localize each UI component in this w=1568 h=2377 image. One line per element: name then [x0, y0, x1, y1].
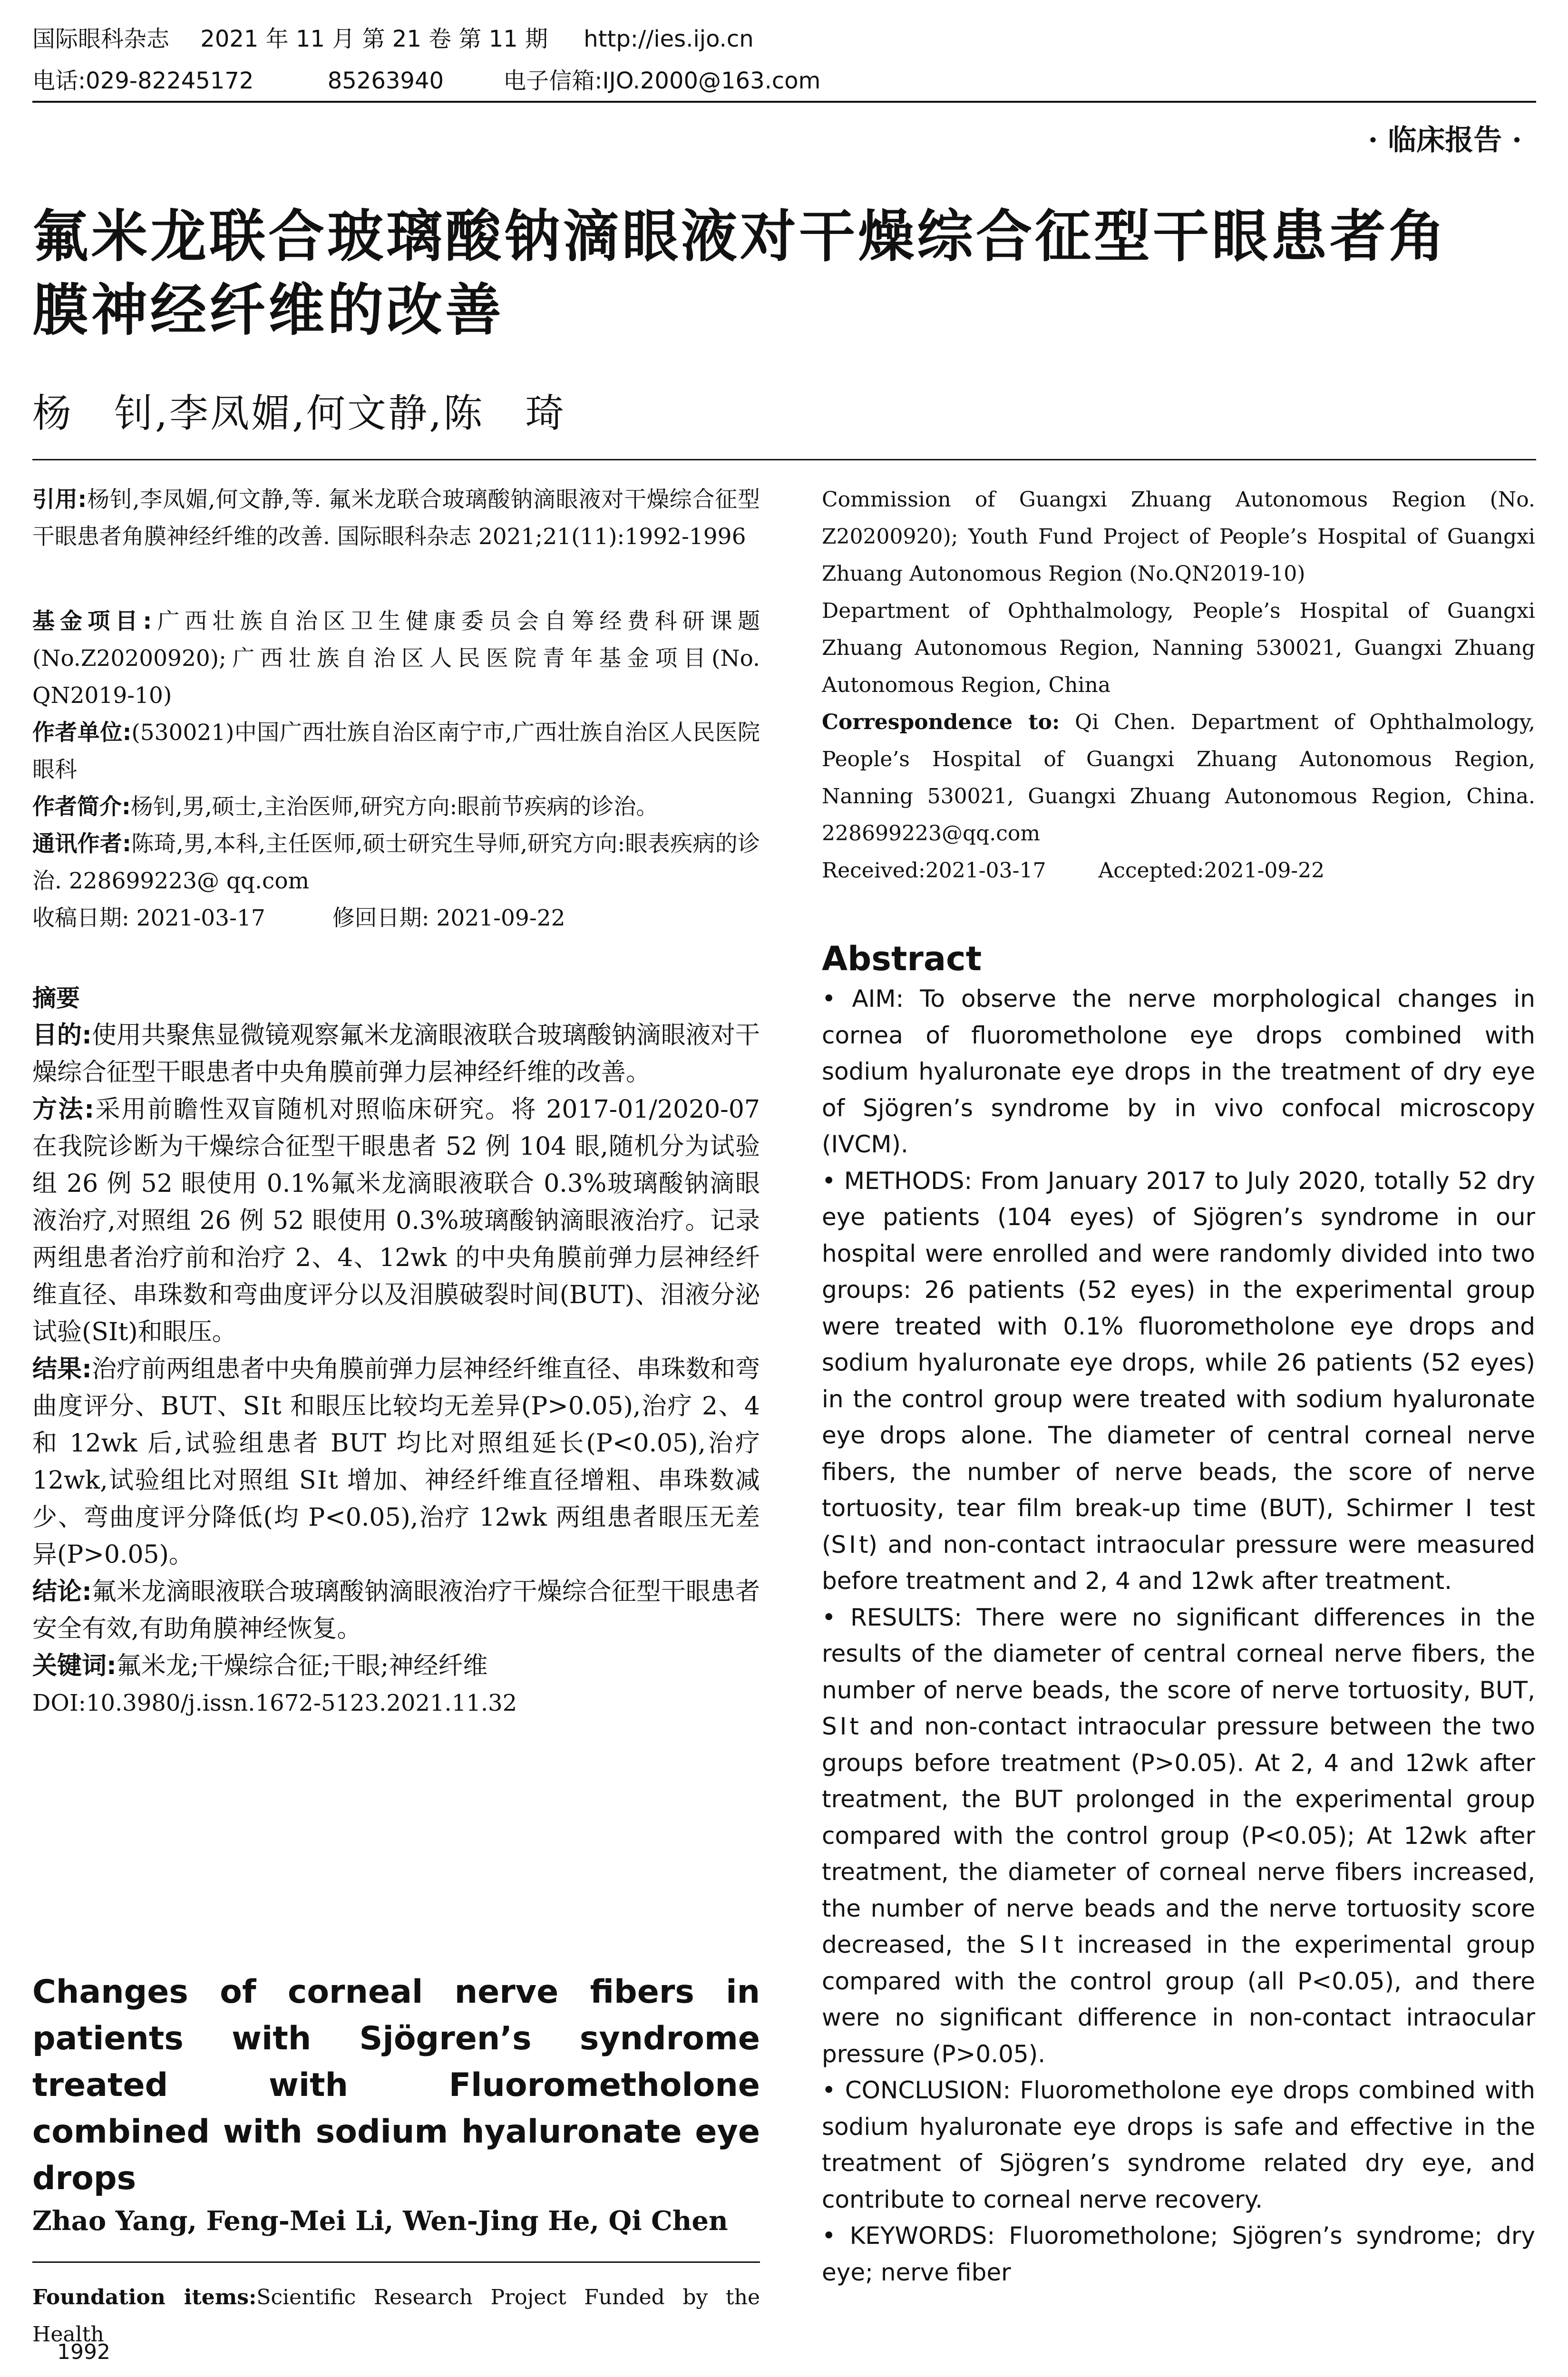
page-number: 1992 — [57, 2340, 110, 2364]
paper-title — [32, 200, 1536, 347]
unit-text: (530021)中国广西壮族自治区南宁市,广西壮族自治区人民医院眼科 — [32, 720, 760, 783]
methods-en: • METHODS: From January 2017 to July 2020, totally 52 dry eye patients (104 eyes) of Sjögren’s syndrome in our hospital were enrolled and were randomly divided into two groups: 26 patients (52 eyes) in the experimental group were treated with 0.1% fluorometholone eye drops and sodium hyaluronate eye drops, while 26 patients (52 eyes) in the control group were treated with sodium hyaluronate eye drops alone. The diameter of central corneal nerve fibers, the number of nerve beads, the score of nerve tortuosity, tear film break-up time (BUT), Schirmer Ⅰ test (SⅠt) and non-contact intraocular pressure were measured before treatment and 2, 4 and 12wk after treatment. — [822, 1167, 1535, 1595]
methods-label-cn: 方法: — [32, 1095, 95, 1124]
aim-en: • AIM: To observe the nerve morphological changes in cornea of fluorometholone eye drops combined with sodium hyaluronate eye drops in the treatment of dry eye of Sjögren’s syndrome by in vivo confocal microscopy (IVCM). — [822, 985, 1535, 1158]
bio-label: 作者简介: — [32, 794, 131, 820]
correspondence-label: Correspondence to: — [822, 710, 1060, 734]
authors-rule — [32, 2261, 760, 2263]
doi: DOI:10.3980/j.issn.1672-5123.2021.11.32 — [32, 1690, 517, 1716]
aim-block-cn — [32, 1017, 760, 1091]
title-line-1: 氟米龙联合玻璃酸钠滴眼液对干燥综合征型干眼患者角 — [32, 204, 1448, 269]
foundation-block — [32, 2279, 760, 2353]
results-en: • RESULTS: There were no significant differences in the results of the diameter of central corneal nerve fibers, the number of nerve beads, the score of nerve tortuosity, BUT, SⅠt and non-contact intraocular pressure between the two groups before treatment (P>0.05). At 2, 4 and 12wk after treatment, the BUT prolonged in the experimental group compared with the control group (P<0.05); At 12wk after treatment, the diameter of corneal nerve fibers increased, the number of nerve beads and the nerve tortuosity score decreased, the SⅠt increased in the experimental group compared with the control group (all P<0.05), and there were no significant difference in non-contact intraocular pressure (P>0.05). — [822, 1603, 1535, 2068]
corr-block — [32, 826, 760, 900]
header-rule — [32, 101, 1536, 103]
accepted: Accepted:2021-09-22 — [1098, 858, 1325, 883]
aim-label-cn: 目的: — [32, 1021, 92, 1050]
citation-block — [32, 481, 760, 555]
fund-label: 基金项目: — [32, 608, 152, 634]
unit-block — [32, 714, 760, 789]
dates-block: 收稿日期: 2021-03-17 修回日期: 2021-09-22 — [32, 905, 565, 931]
title-line-2: 膜神经纤维的改善 — [32, 277, 505, 343]
abstract-en — [822, 981, 1535, 2290]
email: 电子信箱:IJO.2000@163.com — [503, 68, 821, 94]
journal-header — [32, 25, 936, 53]
received-accepted — [822, 852, 1535, 889]
journal-url: http://ies.ijo.cn — [584, 26, 754, 52]
results-text-cn: 治疗前两组患者中央角膜前弹力层神经纤维直径、串珠数和弯曲度评分、BUT、SⅠt 和眼压比较均无差异(P>0.05),治疗 2、4 和 12wk 后,试验组患者 BUT 均比对照组延长(P<0.05),治疗 12wk,试验组比对照组 SⅠt 增加、神经纤维直径增粗、串珠数减少、弯曲度评分降低(均 P<0.05),治疗 12wk 两组患者眼压无差异(P>0.05)。 — [32, 1355, 760, 1569]
journal-name: 国际眼科杂志 — [32, 26, 170, 52]
contact-header — [32, 67, 936, 95]
foundation-text: Scientific Research Project Funded by the Health — [32, 2285, 760, 2347]
results-block-cn — [32, 1351, 760, 1573]
english-authors: Zhao Yang, Feng-Mei Li, Wen-Jing He, Qi Chen — [32, 2205, 728, 2237]
left-column — [32, 481, 760, 1722]
section-label: · 临床报告 · — [1368, 124, 1522, 157]
phone: 电话:029-82245172 — [32, 68, 254, 94]
phone-2: 85263940 — [327, 68, 444, 94]
received: Received:2021-03-17 — [822, 858, 1046, 883]
corr-label: 通讯作者: — [32, 831, 131, 857]
keywords-block-cn — [32, 1647, 760, 1685]
bio-block — [32, 789, 760, 826]
right-column — [822, 481, 1535, 2290]
keywords-text-cn: 氟米龙;干燥综合征;干眼;神经纤维 — [116, 1652, 488, 1680]
methods-text-cn: 采用前瞻性双盲随机对照临床研究。将 2017-01/2020-07 在我院诊断为干燥综合征型干眼患者 52 例 104 眼,随机分为试验组 26 例 52 眼使用 0.1%氟米龙滴眼液联合 0.3%玻璃酸钠滴眼液治疗,对照组 26 例 52 眼使用 0.3%玻璃酸钠滴眼液治疗。记录两组患者治疗前和治疗 2、4、12wk 的中央角膜前弹力层神经纤维直径、串珠数和弯曲度评分以及泪膜破裂时间(BUT)、泪液分泌试验(SⅠt)和眼压。 — [32, 1095, 760, 1346]
english-title: Changes of corneal nerve fibers in patients with Sjögren’s syndrome treated with Fluorometholone combined with sodium hyaluronate eye drops — [32, 1973, 760, 2197]
correspondence — [822, 704, 1535, 852]
methods-block-cn — [32, 1091, 760, 1351]
foundation-label: Foundation items: — [32, 2285, 257, 2309]
conclusion-en: • CONCLUSION: Fluorometholone eye drops combined with sodium hyaluronate eye drops is safe and effective in the treatment of Sjögren’s syndrome related dry eye, and contribute to corneal nerve recovery. — [822, 2076, 1535, 2213]
bio-text: 杨钊,男,硕士,主治医师,研究方向:眼前节疾病的诊治。 — [130, 794, 659, 820]
issue-info: 2021 年 11 月 第 21 卷 第 11 期 — [200, 26, 548, 52]
keywords-en: • KEYWORDS: Fluorometholone; Sjögren’s syndrome; dry eye; nerve fiber — [822, 2222, 1535, 2286]
keywords-label-cn: 关键词: — [32, 1652, 117, 1680]
citation-label: 引用: — [32, 487, 87, 513]
fund-text: 广西壮族自治区卫生健康委员会自筹经费科研课题(No.Z20200920);广西壮族自治区人民医院青年基金项目(No. QN2019-10) — [32, 608, 760, 709]
conclusion-text-cn: 氟米龙滴眼液联合玻璃酸钠滴眼液治疗干燥综合征型干眼患者安全有效,有助角膜神经恢复。 — [32, 1578, 760, 1643]
title-rule — [32, 459, 1536, 460]
abstract-heading-cn: 摘要 — [32, 984, 80, 1012]
foundation-continued: Commission of Guangxi Zhuang Autonomous Region (No. Z20200920); Youth Fund Project of People’s Hospital of Guangxi Zhuang Autonomous Region (No.QN2019-10) — [822, 487, 1535, 586]
aim-text-cn: 使用共聚焦显微镜观察氟米龙滴眼液联合玻璃酸钠滴眼液对干燥综合征型干眼患者中央角膜前弹力层神经纤维的改善。 — [32, 1021, 760, 1087]
corr-text: 陈琦,男,本科,主任医师,硕士研究生导师,研究方向:眼表疾病的诊治. 228699223@ qq.com — [32, 831, 760, 894]
conclusion-label-cn: 结论: — [32, 1578, 92, 1606]
correspondence-text: Qi Chen. Department of Ophthalmology, People’s Hospital of Guangxi Zhuang Autonomous Region, Nanning 530021, Guangxi Zhuang Autonomous Region, China. 228699223@qq.com — [822, 710, 1535, 846]
abstract-heading-en: Abstract — [822, 939, 982, 978]
fund-block — [32, 603, 760, 714]
unit-label: 作者单位: — [32, 720, 132, 746]
citation-text: 杨钊,李凤媚,何文静,等. 氟米龙联合玻璃酸钠滴眼液对干燥综合征型干眼患者角膜神经纤维的改善. 国际眼科杂志 2021;21(11):1992-1996 — [32, 487, 760, 550]
authors-cn: 杨 钊,李凤媚,何文静,陈 琦 — [32, 391, 566, 436]
results-label-cn: 结果: — [32, 1355, 92, 1383]
conclusion-block-cn — [32, 1573, 760, 1647]
department: Department of Ophthalmology, People’s Hospital of Guangxi Zhuang Autonomous Region, Nanning 530021, Guangxi Zhuang Autonomous Region, China — [822, 599, 1535, 697]
